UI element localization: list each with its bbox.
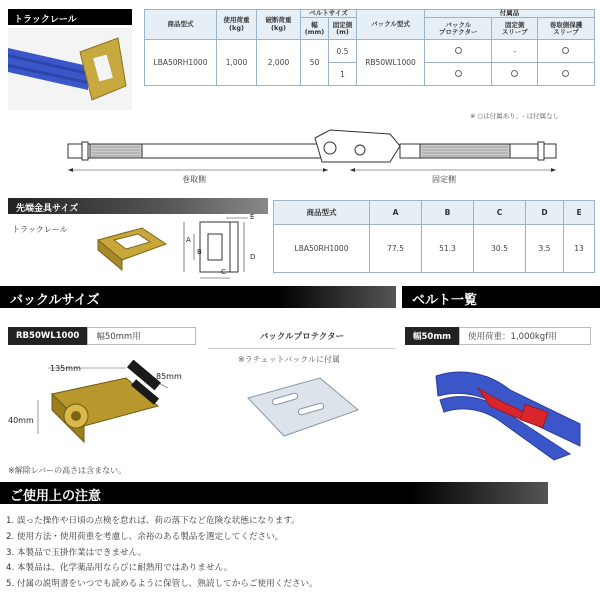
th-winding-sleeve: 巻取側保護 スリーブ [537,18,594,40]
td2-c: 30.5 [474,225,526,273]
belt-list-title [402,286,600,308]
th-load: 使用荷重 (kg) [217,10,257,40]
included-circle-icon [511,70,518,77]
included-circle-icon [562,47,569,54]
cell-load: 1,000 [217,40,257,86]
buckle-model: RB50WL1000 [8,327,87,345]
cell-break: 2,000 [257,40,301,86]
th-fixed-sleeve: 固定側 スリーブ [492,18,537,40]
cell-protector-b [425,63,492,86]
buckle-protector-photo [244,372,364,442]
caution-item: 4. 本製品は、化学薬品用ならびに耐熱用ではありません。 [6,563,233,574]
protector-title: バックルプロテクター [208,330,396,349]
belt-diagram [60,122,560,184]
caution-title-text: ご使用上の注意 [10,489,102,504]
td2-a: 77.5 [370,225,422,273]
belt-width-label [405,327,591,345]
cell-fixed-a: 0.5 [329,40,357,63]
fitting-photo [92,226,172,276]
th2-d: D [526,201,564,225]
track-rail-sub-label: トラックレール [12,225,68,234]
buckle-note: ※解除レバーの高さは含まない。 [8,466,127,475]
belt-width: 幅50mm [405,327,459,345]
th2-b: B [422,201,474,225]
winding-side-label: 巻取側 [182,175,206,184]
th2-model: 商品型式 [274,201,370,225]
buckle-size-title-text: バックルサイズ [10,293,100,308]
th2-c: C [474,201,526,225]
buckle-size-title [0,286,396,308]
caution-list [6,514,318,593]
dim-letter-e: E [250,213,255,221]
included-circle-icon [455,70,462,77]
table-note: ※ ○は付属あり、- は付属なし [470,112,560,120]
dim-letter-c: C [221,268,226,276]
th-buckle: バックル型式 [357,10,425,40]
th-protector: バックル プロテクター [425,18,492,40]
th2-e: E [564,201,595,225]
th2-a: A [370,201,422,225]
belt-load: 使用荷重：1,000kgf用 [459,327,591,345]
td2-model: LBA50RH1000 [274,225,370,273]
cell-protector-a [425,40,492,63]
fitting-table [273,200,595,273]
buckle-model-label [8,327,196,345]
caution-item: 2. 使用方法・使用荷重を考慮し、余裕のある製品を選定してください。 [6,531,284,542]
dim-letter-d: D [250,253,256,261]
cell-buckle: RB50WL1000 [357,40,425,86]
td2-d: 3.5 [526,225,564,273]
dim-135: 135mm [50,364,81,373]
buckle-width: 幅50mm用 [87,327,196,345]
included-circle-icon [455,47,462,54]
th-model: 商品型式 [145,10,217,40]
track-rail-belt-photo [8,28,132,110]
belt-list-title-text: ベルト一覧 [412,293,478,308]
td2-e: 13 [564,225,595,273]
caution-title [0,482,548,504]
th-accessory: 付属品 [425,10,595,18]
caution-item: 5. 付属の説明書をいつでも読めるように保管し、熟読してからご使用ください。 [6,579,318,590]
cell-model: LBA50RH1000 [145,40,217,86]
dim-letter-a: A [186,236,191,244]
cell-fixed-sleeve-b [492,63,537,86]
cell-fixed-b: 1 [329,63,357,86]
spec-table [144,9,595,86]
included-circle-icon [562,70,569,77]
dim-85: 85mm [156,372,182,381]
tip-fitting-header-text: 先端金具サイズ [16,204,79,214]
caution-item: 1. 誤った操作や日頃の点検を怠れば、荷の落下など危険な状態になります。 [6,516,300,526]
th-fixed: 固定側 (m) [329,18,357,40]
track-rail-header-text: トラックレール [14,15,77,25]
dim-40: 40mm [8,416,34,425]
th-width: 幅 (mm) [301,18,329,40]
td2-b: 51.3 [422,225,474,273]
th-belt-size: ベルトサイズ [301,10,357,18]
cell-winding-sleeve-b [537,63,594,86]
cell-width: 50 [301,40,329,86]
track-rail-header [8,9,132,25]
cell-fixed-sleeve-a: - [492,40,537,63]
belt-photo [430,362,590,462]
cell-winding-sleeve-a [537,40,594,63]
fixed-side-label: 固定側 [432,175,456,184]
dim-letter-b: B [197,248,202,256]
caution-item: 3. 本製品で玉掛作業はできません。 [6,547,147,558]
protector-note: ※ラチェットバックルに付属 [238,355,341,364]
th-break: 破断荷重 (kg) [257,10,301,40]
